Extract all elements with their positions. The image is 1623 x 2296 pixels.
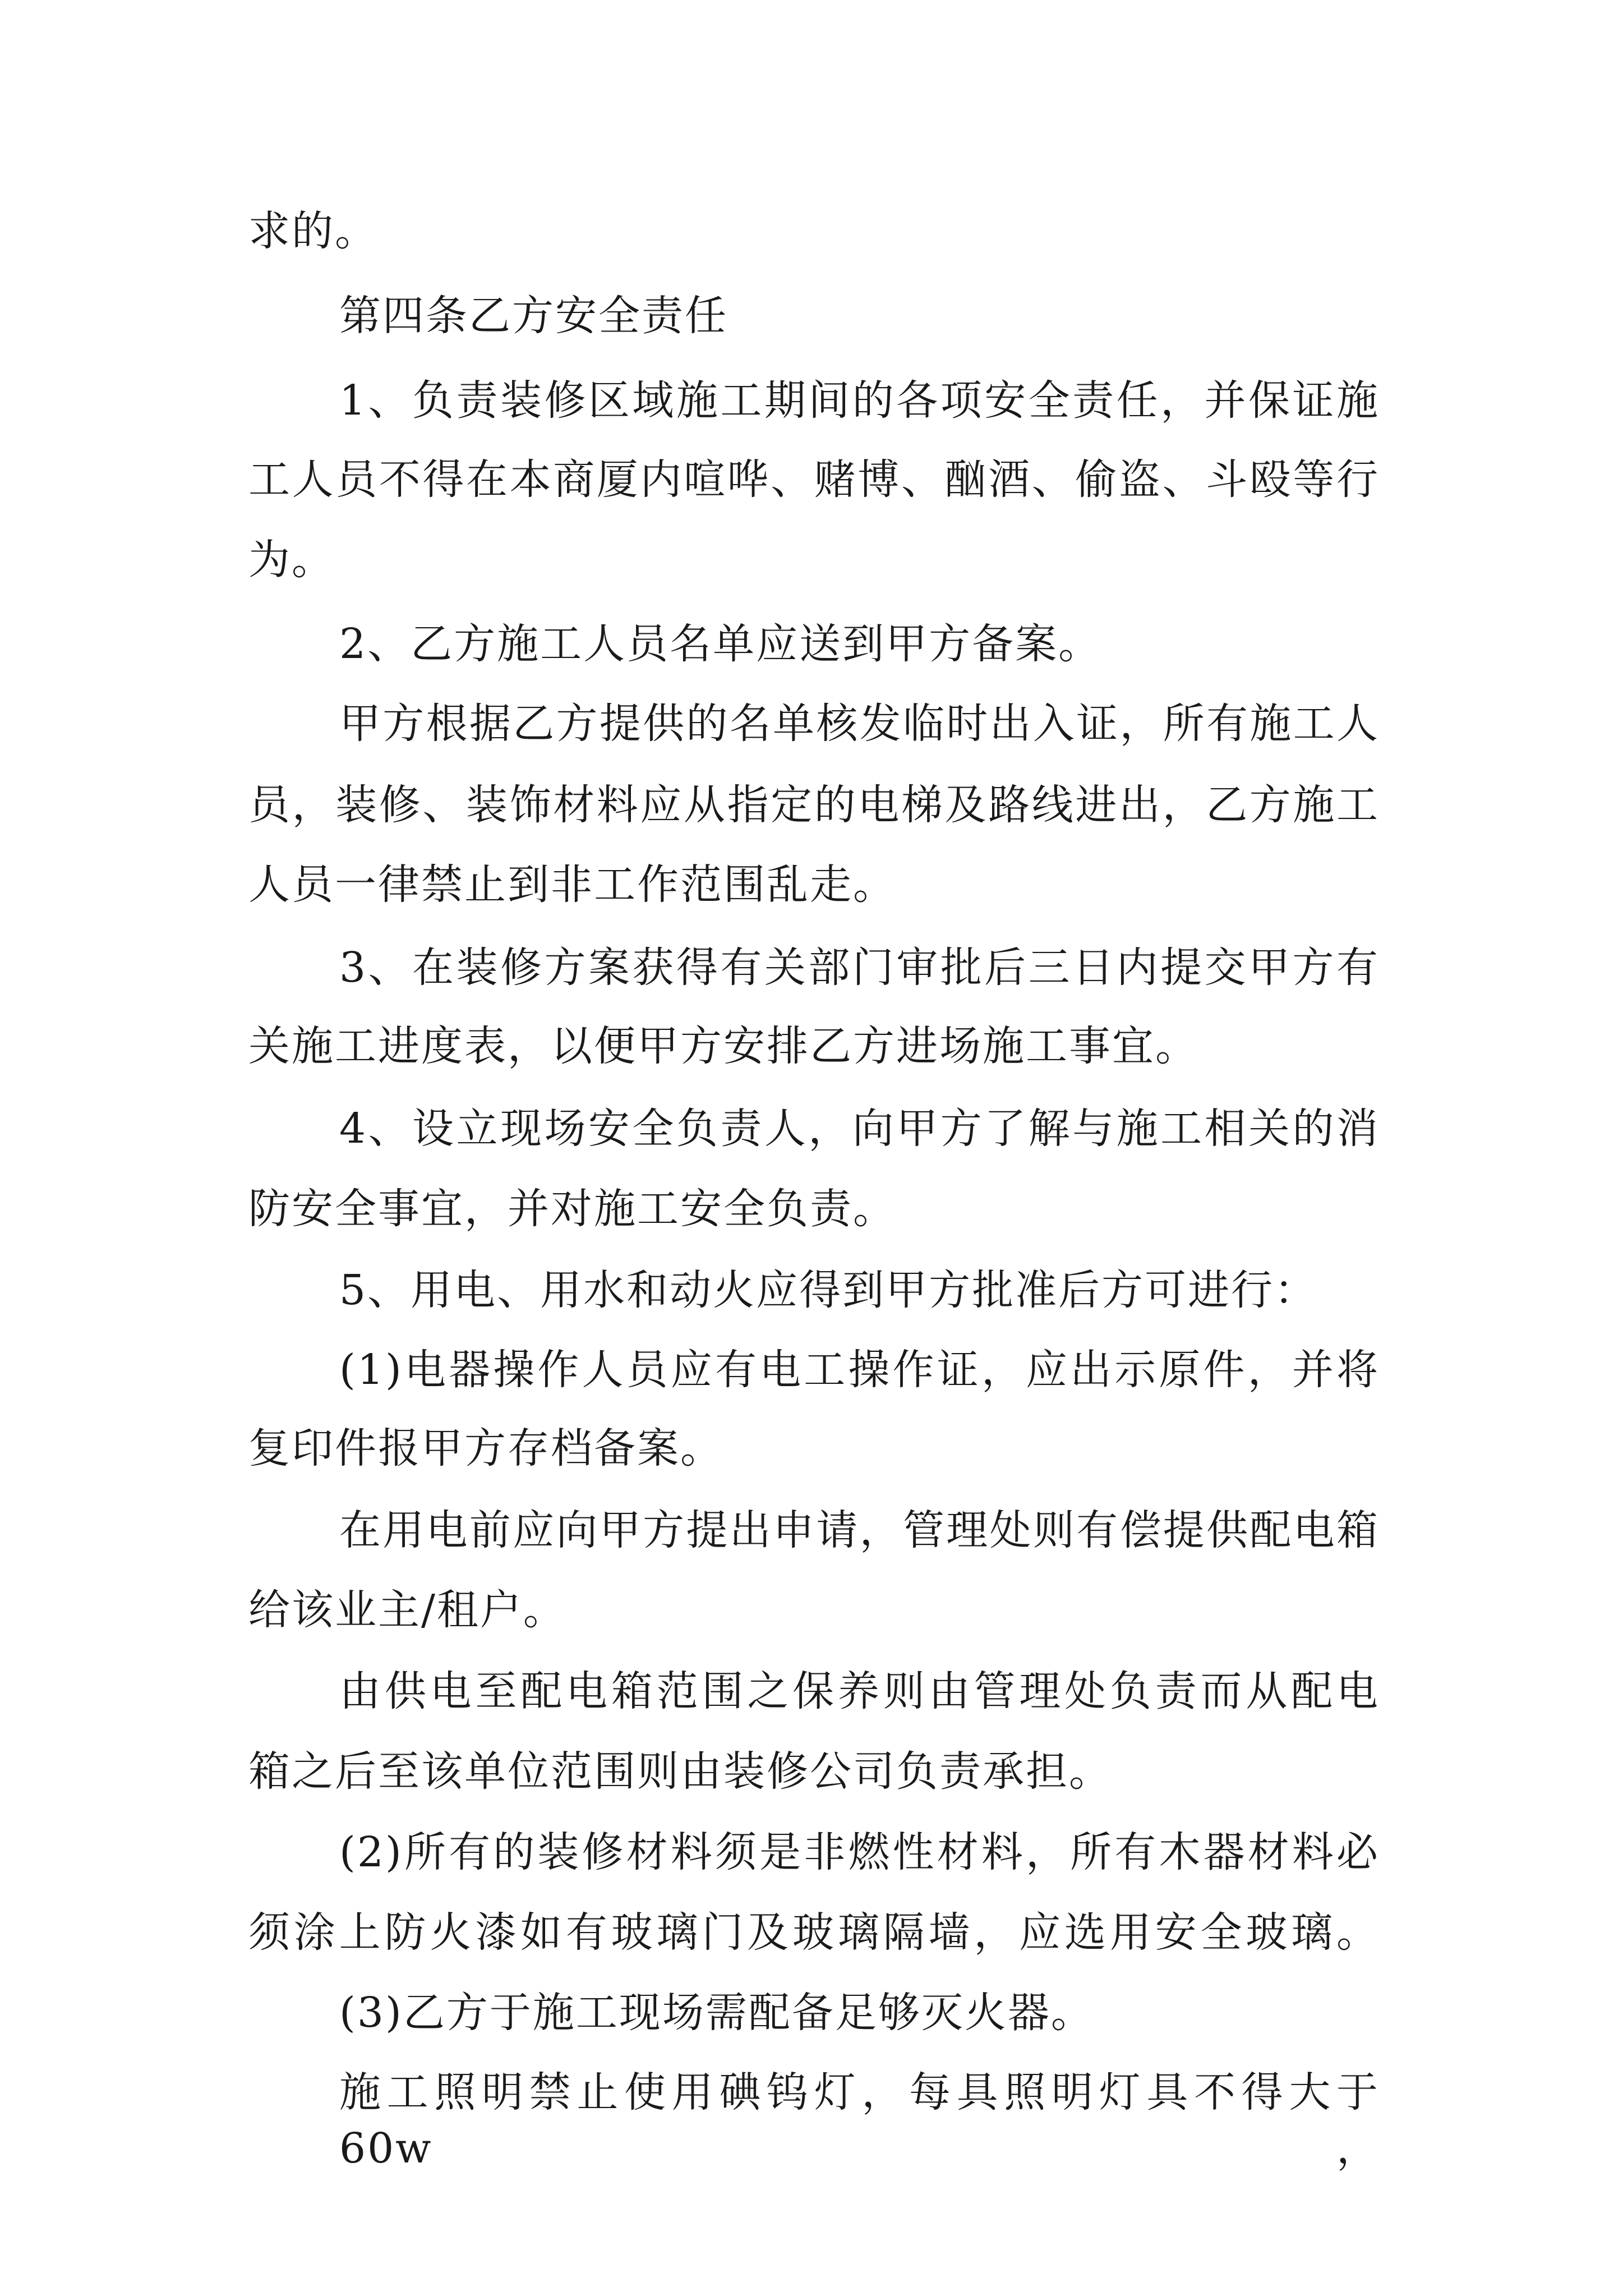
text-line: 复印件报甲方存档备案。 [248,1424,723,1473]
text-line: 工人员不得在本商厦内喧哗、赌博、酗酒、偷盗、斗殴等行 [248,455,1380,504]
text-line: 求的。 [248,207,378,255]
text-line: 箱之后至该单位范围则由装修公司负责承担。 [248,1747,1112,1796]
text-line: 给该业主/租户。 [248,1586,566,1634]
text-line: 防安全事宜，并对施工安全负责。 [248,1185,896,1233]
text-line: 为。 [248,536,335,584]
text-line: 1、负责装修区域施工期间的各项安全责任，并保证施 [339,376,1380,425]
text-line: 关施工进度表，以便甲方安排乙方进场施工事宜。 [248,1022,1198,1070]
text-line: 2、乙方施工人员名单应送到甲方备案。 [339,620,1102,668]
text-line: (3)乙方于施工现场需配备足够灭火器。 [339,1989,1094,2037]
text-line: (1)电器操作人员应有电工操作证，应出示原件，并将 [339,1346,1380,1394]
text-line: 施工照明禁止使用碘钨灯，每具照明灯具不得大于60w， [339,2068,1380,2173]
text-line: 由供电至配电箱范围之保养则由管理处负责而从配电 [339,1667,1380,1715]
text-line: 员，装修、装饰材料应从指定的电梯及路线进出，乙方施工 [248,781,1380,829]
text-line: 须涂上防火漆如有玻璃门及玻璃隔墙，应选用安全玻璃。 [248,1908,1380,1957]
text-line: 在用电前应向甲方提出申请，管理处则有偿提供配电箱 [339,1506,1380,1554]
section-heading: 第四条乙方安全责任 [339,292,728,340]
text-line: 甲方根据乙方提供的名单核发临时出入证，所有施工人 [339,700,1380,748]
text-line: 3、在装修方案获得有关部门审批后三日内提交甲方有 [339,944,1380,992]
text-line: 5、用电、用水和动火应得到甲方批准后方可进行： [339,1266,1318,1314]
text-line: 人员一律禁止到非工作范围乱走。 [248,861,896,909]
text-line: (2)所有的装修材料须是非燃性材料，所有木器材料必 [339,1828,1380,1876]
text-line: 4、设立现场安全负责人，向甲方了解与施工相关的消 [339,1105,1380,1153]
